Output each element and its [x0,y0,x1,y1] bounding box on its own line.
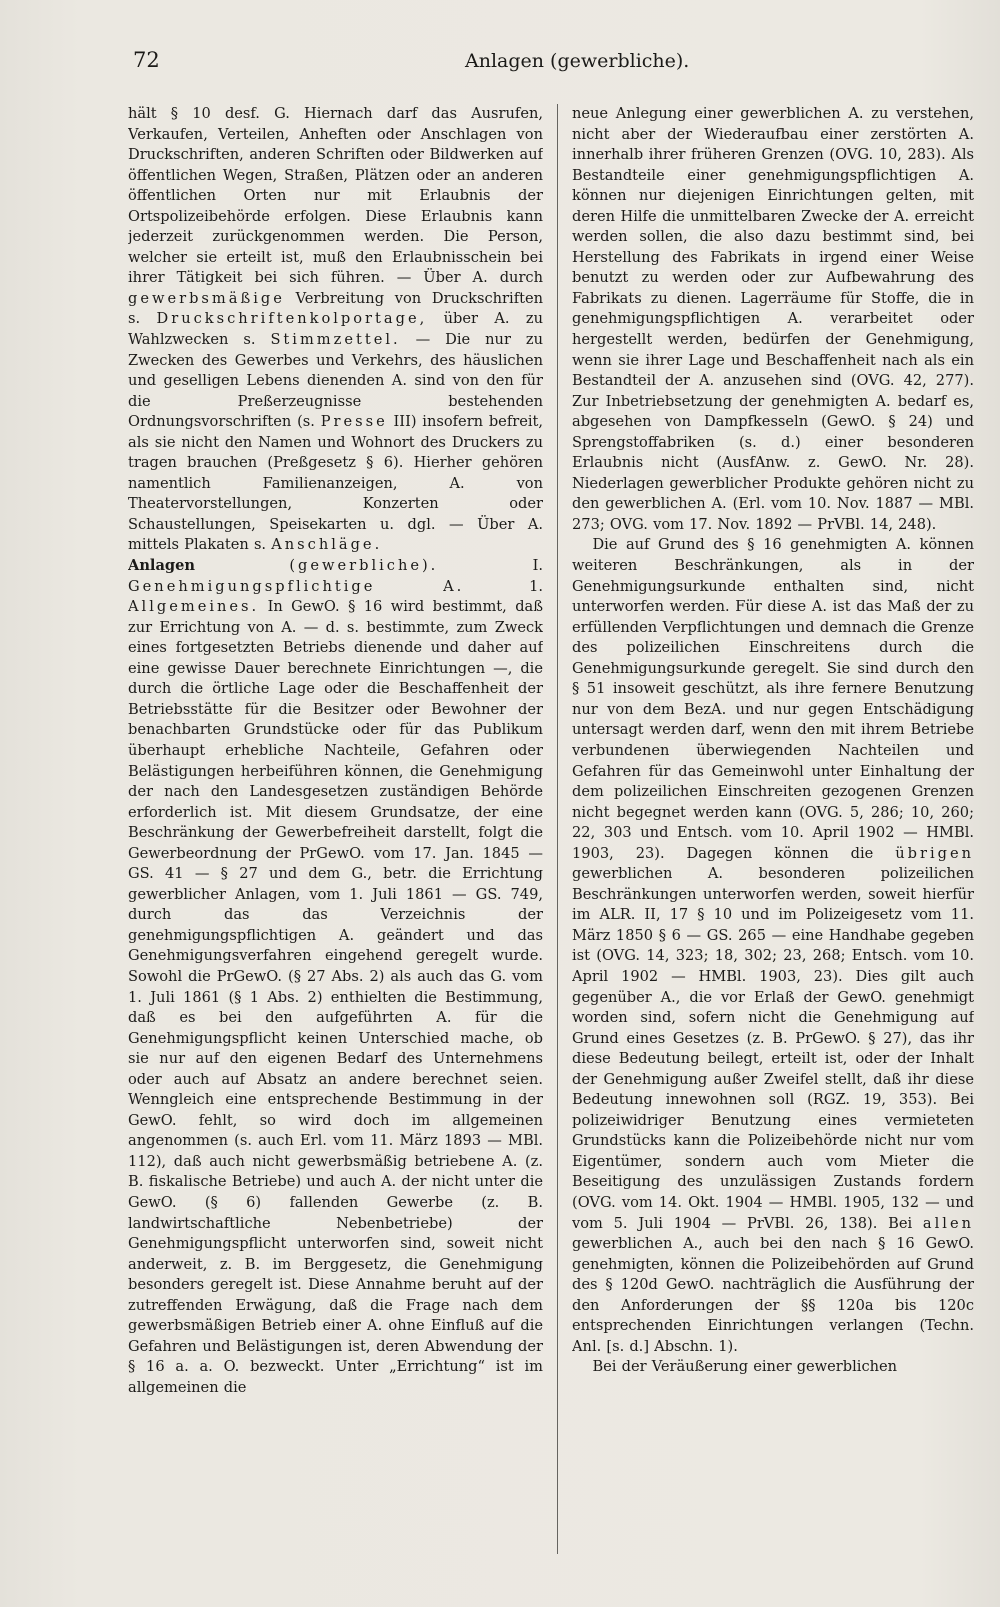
right-column [572,104,974,1554]
text-run: In GewO. § 16 wird bestimmt, daß zur Errichtung von A. — d. s. bestimmte, zum Zweck eines fortgesetzten Betriebs dienende und daher auf eine gewisse Dauer berechnete Einrichtungen —, die durch die örtliche Lage oder die Beschaffenheit der Betriebsstätte für die Besitzer oder Bewohner der benachbarten Grundstücke oder für das Publikum überhaupt erhebliche Nachteile, Gefahren oder Belästigungen herbeiführen können, die Genehmigung der nach den Landesgesetzen zuständigen Behörde erforderlich ist. Mit diesem Grundsatze, der eine Beschränkung der Gewerbefreiheit darstellt, folgt die Gewerbeordnung der PrGewO. vom 17. Jan. 1845 — GS. 41 — § 27 und dem G., betr. die Errichtung gewerblicher Anlagen, vom 1. Juli 1861 — GS. 749, durch das das Verzeichnis der genehmigungspflichtigen A. geändert und das Genehmigungsverfahren eingehend geregelt wurde. Sowohl die PrGewO. (§ 27 Abs. 2) als auch das G. vom 1. Juli 1861 (§ 1 Abs. 2) enthielten die Bestimmung, daß es bei den aufgeführten A. für die Genehmigungspflicht keinen Unterschied mache, ob sie nur auf den eigenen Bedarf des Unternehmens oder auch auf Absatz an andere berechnet seien. Wenngleich eine entsprechende Bestimmung in der GewO. fehlt, so wird doch im allgemeinen angenommen (s. auch Erl. vom 11. März 1893 — MBl. 112), daß auch nicht gewerbsmäßig betriebene A. (z. B. fiskalische Betriebe) und auch A. der nicht unter die GewO. (§ 6) fallenden Gewerbe (z. B. landwirtschaftliche Nebenbetriebe) der Genehmigungspflicht unterworfen sind, soweit nicht anderweit, z. B. im Berggesetz, die Genehmigung besonders geregelt ist. Diese Annahme beruht auf der zutreffenden Erwägung, daß die Frage nach dem gewerbsmäßigen Betrieb einer A. ohne Einfluß auf die Gefahren und Belästigungen ist, deren Abwendung der § 16 a. a. O. bezweckt. Unter „Errichtung“ ist im allgemeinen die [128,598,543,1396]
emphasis-text: allen [922,1214,974,1232]
page-number: 72 [133,48,160,72]
text-columns [0,104,1000,1564]
text-run: neue Anlegung einer gewerblichen A. zu verstehen, nicht aber der Wiederaufbau einer zerstörten A. innerhalb ihrer früheren Grenzen (OVG. 10, 283). Als Bestandteile einer genehmigungspflichtigen A. können nur diejenigen Einrichtungen gelten, mit deren Hilfe die unmittelbaren Zwecke der A. erreicht werden sollen, die also dazu bestimmt sind, bei Herstellung des Fabrikats in irgend einer Weise benutzt zu werden oder zur Aufbewahrung des Fabrikats zu dienen. Lagerräume für Stoffe, die in genehmigungspflichtigen A. verarbeitet oder hergestellt werden, bedürfen der Genehmigung, wenn sie ihrer Lage und Beschaffenheit nach als ein Bestandteil der A. anzusehen sind (OVG. 42, 277). Zur Inbetriebsetzung der genehmigten A. bedarf es, abgesehen von Dampfkesseln (GewO. § 24) und Sprengstoffabriken (s. d.) einer besonderen Erlaubnis nicht (AusfAnw. z. GewO. Nr. 28). Niederlagen gewerblicher Produkte gehören nicht zu den gewerblichen A. (Erl. vom 10. Nov. 1887 — MBl. 273; OVG. vom 17. Nov. 1892 — PrVBl. 14, 248). [572,105,974,533]
cross-reference: Stimmzettel. [270,331,401,349]
text-run: Verbreitung von Druckschriften s. [128,289,543,328]
column-divider [557,104,558,1554]
text-run: gewerblichen A., auch bei den nach § 16 GewO. genehmigten, können die Polizeibehörden auf Grund des § 120d GewO. nachträglich die Ausführung der den Anforderungen der §§ 120a bis 120c entsprechenden Einrichtungen verlangen (Techn. Anl. [s. d.] Abschn. 1). [572,1235,974,1355]
text-run: gewerblichen A. besonderen polizeilichen Beschränkungen unterworfen werden, soweit hierfür im ALR. II, 17 § 10 und im Polizeigesetz vom 11. März 1850 § 6 — GS. 265 — eine Handhabe gegeben ist (OVG. 14, 323; 18, 302; 23, 268; Entsch. vom 10. April 1902 — HMBl. 1903, 23). Dies gilt auch gegenüber A., die vor Erlaß der GewO. genehmigt worden sind, sofern nicht die Genehmigung auf Grund eines Gesetzes (z. B. PrGewO. § 27), das ihr diese Bedeutung beilegt, erteilt ist, oder der Inhalt der Genehmigung außer Zweifel stellt, daß ihr diese Bedeutung innewohnen soll (RGZ. 19, 353). Bei polizeiwidriger Benutzung eines vermieteten Grundstücks kann die Polizeibehörde nicht nur vom Eigentümer, sondern auch vom Mieter die Beseitigung des unzulässigen Zustands fordern (OVG. vom 14. Okt. 1904 — HMBl. 1905, 132 — und vom 5. Juli 1904 — PrVBl. 26, 138). Bei [572,865,974,1232]
paragraph [572,535,974,1357]
text-run: über A. zu Wahlzwecken s. [128,310,543,349]
page-header [0,48,1000,82]
text-run: Bei der Veräußerung einer gewerblichen [592,1358,898,1376]
text-run: Die auf Grund des § 16 genehmigten A. können weiteren Beschränkungen, als in der Genehmigungsurkunde enthalten sind, nicht unterworfen werden. Für diese A. ist das Maß der zu erfüllenden Verpflichtungen und demnach die Grenze des polizeilichen Einschreitens durch die Genehmigungsurkunde geregelt. Sie sind durch den § 51 insoweit geschützt, als ihre fernere Benutzung nur von dem BezA. und nur gegen Entschädigung untersagt werden darf, wenn den mit ihrem Betriebe verbundenen überwiegenden Nachteilen und Gefahren für das Gemeinwohl unter Einhaltung der dem polizeilichen Einschreiten gezogenen Grenzen nicht begegnet werden kann (OVG. 5, 286; 10, 260; 22, 303 und Entsch. vom 10. April 1902 — HMBl. 1903, 23). Dagegen können die [572,536,974,862]
paragraph [128,556,543,1398]
cross-reference: Druckschriftenkolportage, [156,310,428,328]
left-column [128,104,543,1554]
paragraph [572,1357,974,1378]
cross-reference: Anschläge. [271,536,383,554]
section-number: I. [532,557,543,575]
cross-reference: Presse [320,413,388,431]
entry-headword-qualifier: (gewerbliche). [289,557,439,575]
entry-headword: Anlagen [128,557,196,575]
running-head: Anlagen (gewerbliche). [465,50,690,72]
section-heading: Allgemeines. [128,598,260,616]
section-number: 1. [529,577,543,595]
text-run: hält § 10 desf. G. Hiernach darf das Ausrufen, Verkaufen, Verteilen, Anheften oder Anschlagen von Druckschriften, anderen Schriften oder Bildwerken auf öffentlichen Wegen, Straßen, Plätzen oder an anderen öffentlichen Orten nur mit Erlaubnis der Ortspolizeibehörde erfolgen. Diese Erlaubnis kann jederzeit zurückgenommen werden. Die Person, welcher sie erteilt ist, muß den Erlaubnisschein bei ihrer Tätigkeit bei sich führen. — Über A. durch [128,105,543,287]
text-run: III) insofern befreit, als sie nicht den Namen und Wohnort des Druckers zu tragen brauchen (Preßgesetz § 6). Hierher gehören namentlich Familienanzeigen, A. von Theatervorstellungen, Konzerten oder Schaustellungen, Speisekarten u. dgl. — Über A. mittels Plakaten s. [128,413,543,554]
section-heading: Genehmigungspflichtige A. [128,577,465,595]
paragraph [128,104,543,556]
paragraph [572,104,974,535]
emphasis-text: übrigen [895,844,974,862]
emphasis-text: gewerbsmäßige [128,289,285,307]
text-run: — Die nur zu Zwecken des Gewerbes und Verkehrs, des häuslichen und geselligen Lebens dienenden A. sind von den für die Preßerzeugnisse bestehenden Ordnungsvorschriften (s. [128,331,543,431]
